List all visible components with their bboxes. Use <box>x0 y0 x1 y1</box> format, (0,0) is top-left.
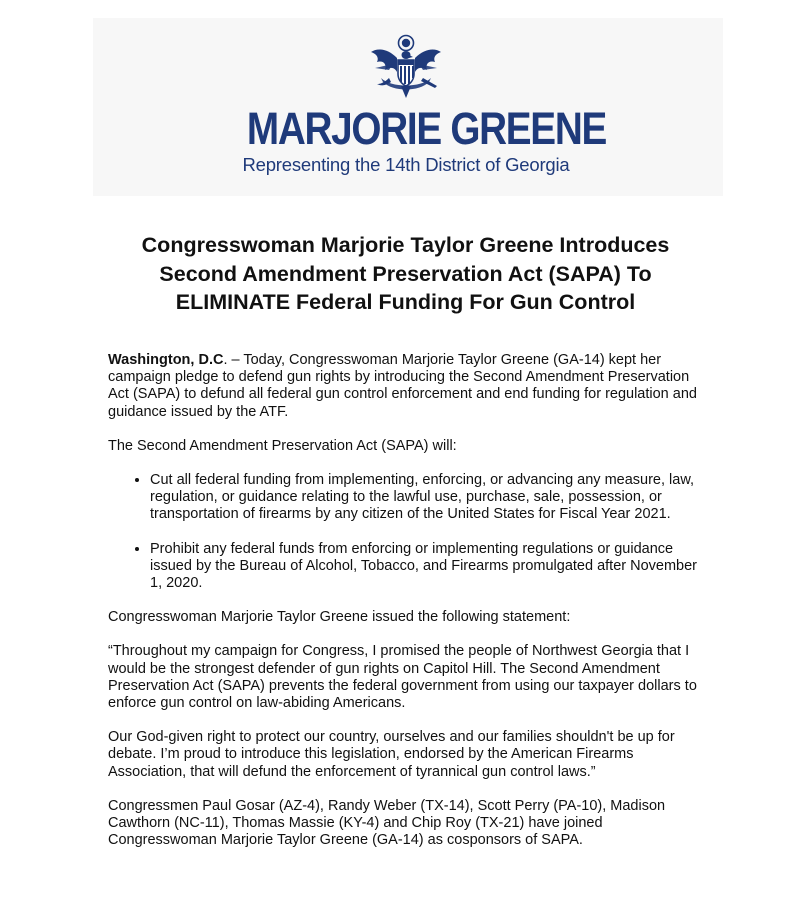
press-release-headline: Congresswoman Marjorie Taylor Greene Introduces Second Amendment Preservation Act (SAPA) To ELIMINATE Federal Funding For Gun Control <box>141 233 670 314</box>
intro-paragraph <box>108 352 713 421</box>
intro-text: . – Today, Congresswoman Marjorie Taylor Greene (GA-14) kept her campaign pledge to defend gun rights by introducing the Second Amendment Preservation Act (SAPA) to defund all federal gun control enforcement and end funding for regulation and guidance issued by the ATF. <box>108 352 697 420</box>
cosponsors-paragraph: Congressmen Paul Gosar (AZ-4), Randy Weber (TX-14), Scott Perry (PA-10), Madison Cawthorn (NC-11), Thomas Massie (KY-4) and Chip Roy (TX-21) have joined Congresswoman Marjorie Taylor Greene (GA-14) as cosponsors of SAPA. <box>108 797 666 849</box>
list-item: • Cut all federal funding from implementing, enforcing, or advancing any measure, law, regulation, or guidance relating to the lawful use, purchase, sale, possession, or transportation of firearms by any citizen of the United States for Fiscal Year 2021. <box>150 472 713 524</box>
dateline: Washington, D.C <box>108 352 224 368</box>
quote-paragraph-1: “Throughout my campaign for Congress, I promised the people of Northwest Georgia that I would be the strongest defender of gun rights on Capitol Hill. The Second Amendment Preservation Act (SAPA) prevents the federal government from using our taxpayer dollars to enforce gun control on law-abiding Americans. <box>108 643 697 712</box>
provisions-list <box>108 472 713 592</box>
will-line: The Second Amendment Preservation Act (SAPA) will: <box>108 437 457 454</box>
statement-intro: Congresswoman Marjorie Taylor Greene issued the following statement: <box>108 609 571 626</box>
letterhead-name: MARJORIE GREENE <box>246 103 607 154</box>
quote-paragraph-2: Our God-given right to protect our country, ourselves and our families shouldn't be up for debate. I’m proud to introduce this legislation, endorsed by the American Firearms Association, that will defund the enforcement of tyrannical gun control laws.” <box>108 729 675 780</box>
letterhead-brand <box>221 103 607 177</box>
letterhead-subtitle: Representing the 14th District of Georgia <box>242 154 570 175</box>
list-item: • Prohibit any federal funds from enforcing or implementing regulations or guidance issued by the Bureau of Alcohol, Tobacco, and Firearms promulgated after November 1, 2020. <box>150 541 713 593</box>
great-seal-eagle-icon <box>367 34 445 104</box>
press-release-body <box>108 352 713 866</box>
